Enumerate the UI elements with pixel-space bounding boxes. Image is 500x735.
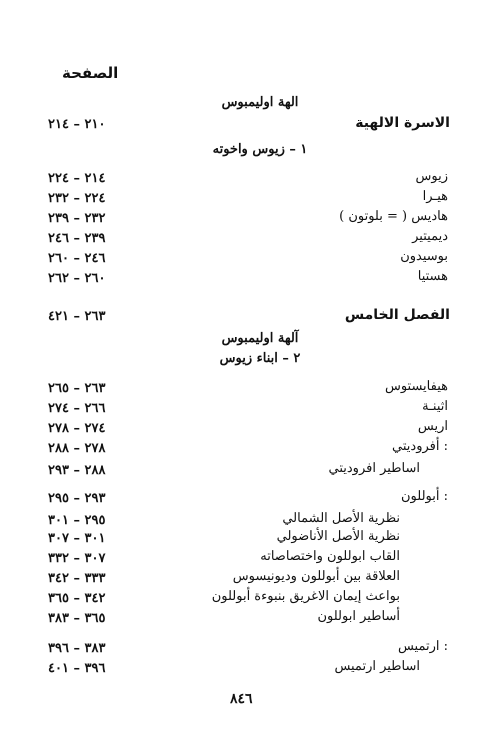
entry-hephaestus: هيفايستوس (384, 379, 448, 394)
entry-zeus: زيوس (415, 169, 448, 184)
entry-apollo: أبوللون : (401, 489, 448, 504)
chapter-five-heading: الفصل الخامس (344, 307, 450, 323)
entry-hestia-range: ٢٦٠ – ٢٦٢ (48, 271, 106, 286)
entry-hades: هاديس ( = بلوتون ) (339, 209, 448, 224)
entry-ares: اريس (417, 419, 448, 434)
subsection-zeus-siblings: ١ – زيوس واخوته (212, 142, 308, 157)
entry-aphrodite-range: ٢٧٨ – ٢٨٨ (48, 441, 106, 456)
entry-apollo-dionysus: العلاقة بين أبوللون وديونيسوس (232, 569, 400, 584)
entry-hades-range: ٢٣٢ – ٢٣٩ (48, 211, 106, 226)
entry-athena-range: ٢٦٦ – ٢٧٤ (48, 401, 106, 416)
entry-apollo-titles: القاب ابوللون واختصاصاته (260, 549, 400, 564)
entry-apollo-prophecy: بواعث إيمان الاغريق بنبوءة أبوللون (211, 589, 400, 604)
entry-hephaestus-range: ٢٦٣ – ٢٦٥ (48, 381, 106, 396)
entry-athena: اثينـة (422, 399, 448, 414)
entry-demeter: ديميتير (412, 229, 448, 244)
entry-poseidon: بوسيدون (400, 249, 448, 264)
entry-apollo-myths-range: ٣٦٥ – ٣٨٣ (48, 611, 106, 626)
entry-apollo-myths: أساطير ابوللون (317, 609, 400, 624)
entry-artemis: ارتميس : (397, 639, 448, 654)
page-column-header: الصفحة (62, 64, 119, 82)
section-title-olympus-gods: الهة اوليمبوس (221, 95, 299, 110)
entry-northern-origin-range: ٢٩٥ – ٣٠١ (48, 513, 106, 528)
entry-artemis-myths-range: ٣٩٦ – ٤٠١ (48, 661, 106, 676)
entry-anatolian-origin: نظرية الأصل الأناضولي (276, 529, 400, 544)
entry-artemis-myths: اساطير ارتميس (334, 659, 420, 674)
entry-aphrodite-myths-range: ٢٨٨ – ٢٩٣ (48, 463, 106, 478)
entry-hera-range: ٢٢٤ – ٢٣٢ (48, 191, 106, 206)
entry-poseidon-range: ٢٤٦ – ٢٦٠ (48, 251, 106, 266)
entry-apollo-prophecy-range: ٣٤٢ – ٣٦٥ (48, 591, 106, 606)
entry-ares-range: ٢٧٤ – ٢٧٨ (48, 421, 106, 436)
section-title-olympus-gods-2: آلهة اوليمبوس (221, 331, 299, 346)
chapter-five-range: ٢٦٣ – ٤٢١ (48, 309, 106, 324)
entry-hera: هيـرا (422, 189, 448, 204)
entry-aphrodite-myths: اساطير افروديتي (328, 461, 420, 476)
page-number: ٨٤٦ (230, 691, 253, 707)
entry-demeter-range: ٢٣٩ – ٢٤٦ (48, 231, 106, 246)
entry-apollo-titles-range: ٣٠٧ – ٣٣٢ (48, 551, 106, 566)
divine-family-heading: الاسرة الالهية (355, 115, 450, 131)
entry-northern-origin: نظرية الأصل الشمالي (282, 511, 400, 526)
divine-family-range: ٢١٠ – ٢١٤ (48, 117, 106, 132)
entry-artemis-range: ٣٨٣ – ٣٩٦ (48, 641, 106, 656)
subsection-sons-of-zeus: ٢ – ابناء زيوس (219, 351, 301, 366)
entry-hestia: هستيا (417, 269, 448, 284)
entry-apollo-dionysus-range: ٣٣٣ – ٣٤٢ (48, 571, 106, 586)
entry-zeus-range: ٢١٤ – ٢٢٤ (48, 171, 106, 186)
entry-apollo-range: ٢٩٣ – ٢٩٥ (48, 491, 106, 506)
entry-aphrodite: أفروديتي : (392, 439, 448, 454)
entry-anatolian-origin-range: ٣٠١ – ٣٠٧ (48, 531, 106, 546)
